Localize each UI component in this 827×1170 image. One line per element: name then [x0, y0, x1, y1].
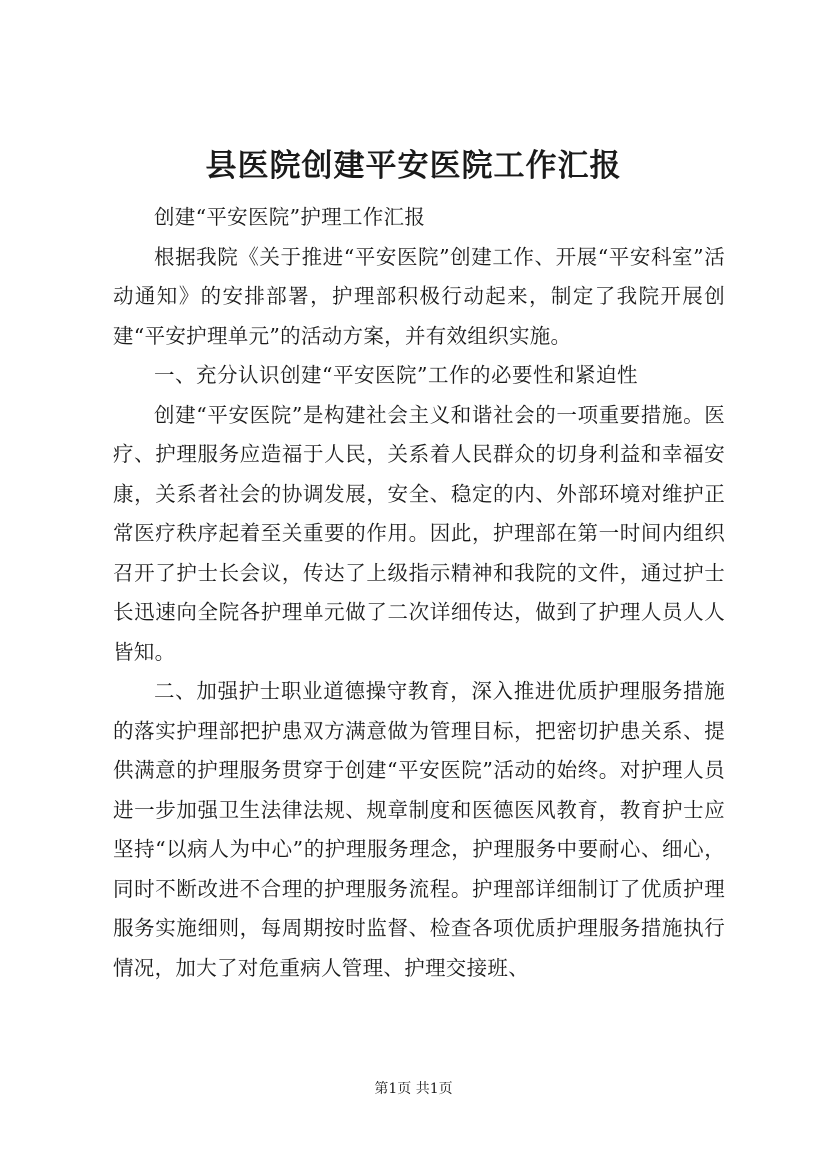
- page-footer: 第1页 共1页: [374, 1081, 453, 1097]
- section-heading-one: 一、充分认识创建“平安医院”工作的必要性和紧迫性: [154, 363, 638, 387]
- section-one-paragraph: 创建“平安医院”是构建社会主义和谐社会的一项重要措施。医疗、护理服务应造福于人民，关系着人民群众的切身利益和幸福安康，关系者社会的协调发展，安全、稳定的内、外部环境对维护正常医疗秩序起着至关重要的作用。因此，护理部在第一时间内组织召开了护士长会议，传达了上级指示精神和我院的文件，通过护士长迅速向全院各护理单元做了二次详细传达，做到了护理人员人人皆知。: [113, 402, 725, 664]
- document-title: 县医院创建平安医院工作汇报: [205, 148, 622, 184]
- subtitle-paragraph: 创建“平安医院”护理工作汇报: [154, 205, 426, 229]
- intro-paragraph: 根据我院《关于推进“平安医院”创建工作、开展“平安科室”活动通知》的安排部署，护理部积极行动起来，制定了我院开展创建“平安护理单元”的活动方案，并有效组织实施。: [113, 244, 725, 348]
- section-two-paragraph: 二、加强护士职业道德操守教育，深入推进优质护理服务措施的落实护理部把护患双方满意做为管理目标，把密切护患关系、提供满意的护理服务贯穿于创建“平安医院”活动的始终。对护理人员进一步加强卫生法律法规、规章制度和医德医风教育，教育护士应坚持“以病人为中心”的护理服务理念，护理服务中要耐心、细心，同时不断改进不合理的护理服务流程。护理部详细制订了优质护理服务实施细则，每周期按时监督、检查各项优质护理服务措施执行情况，加大了对危重病人管理、护理交接班、: [113, 679, 725, 980]
- document-body: [113, 198, 725, 988]
